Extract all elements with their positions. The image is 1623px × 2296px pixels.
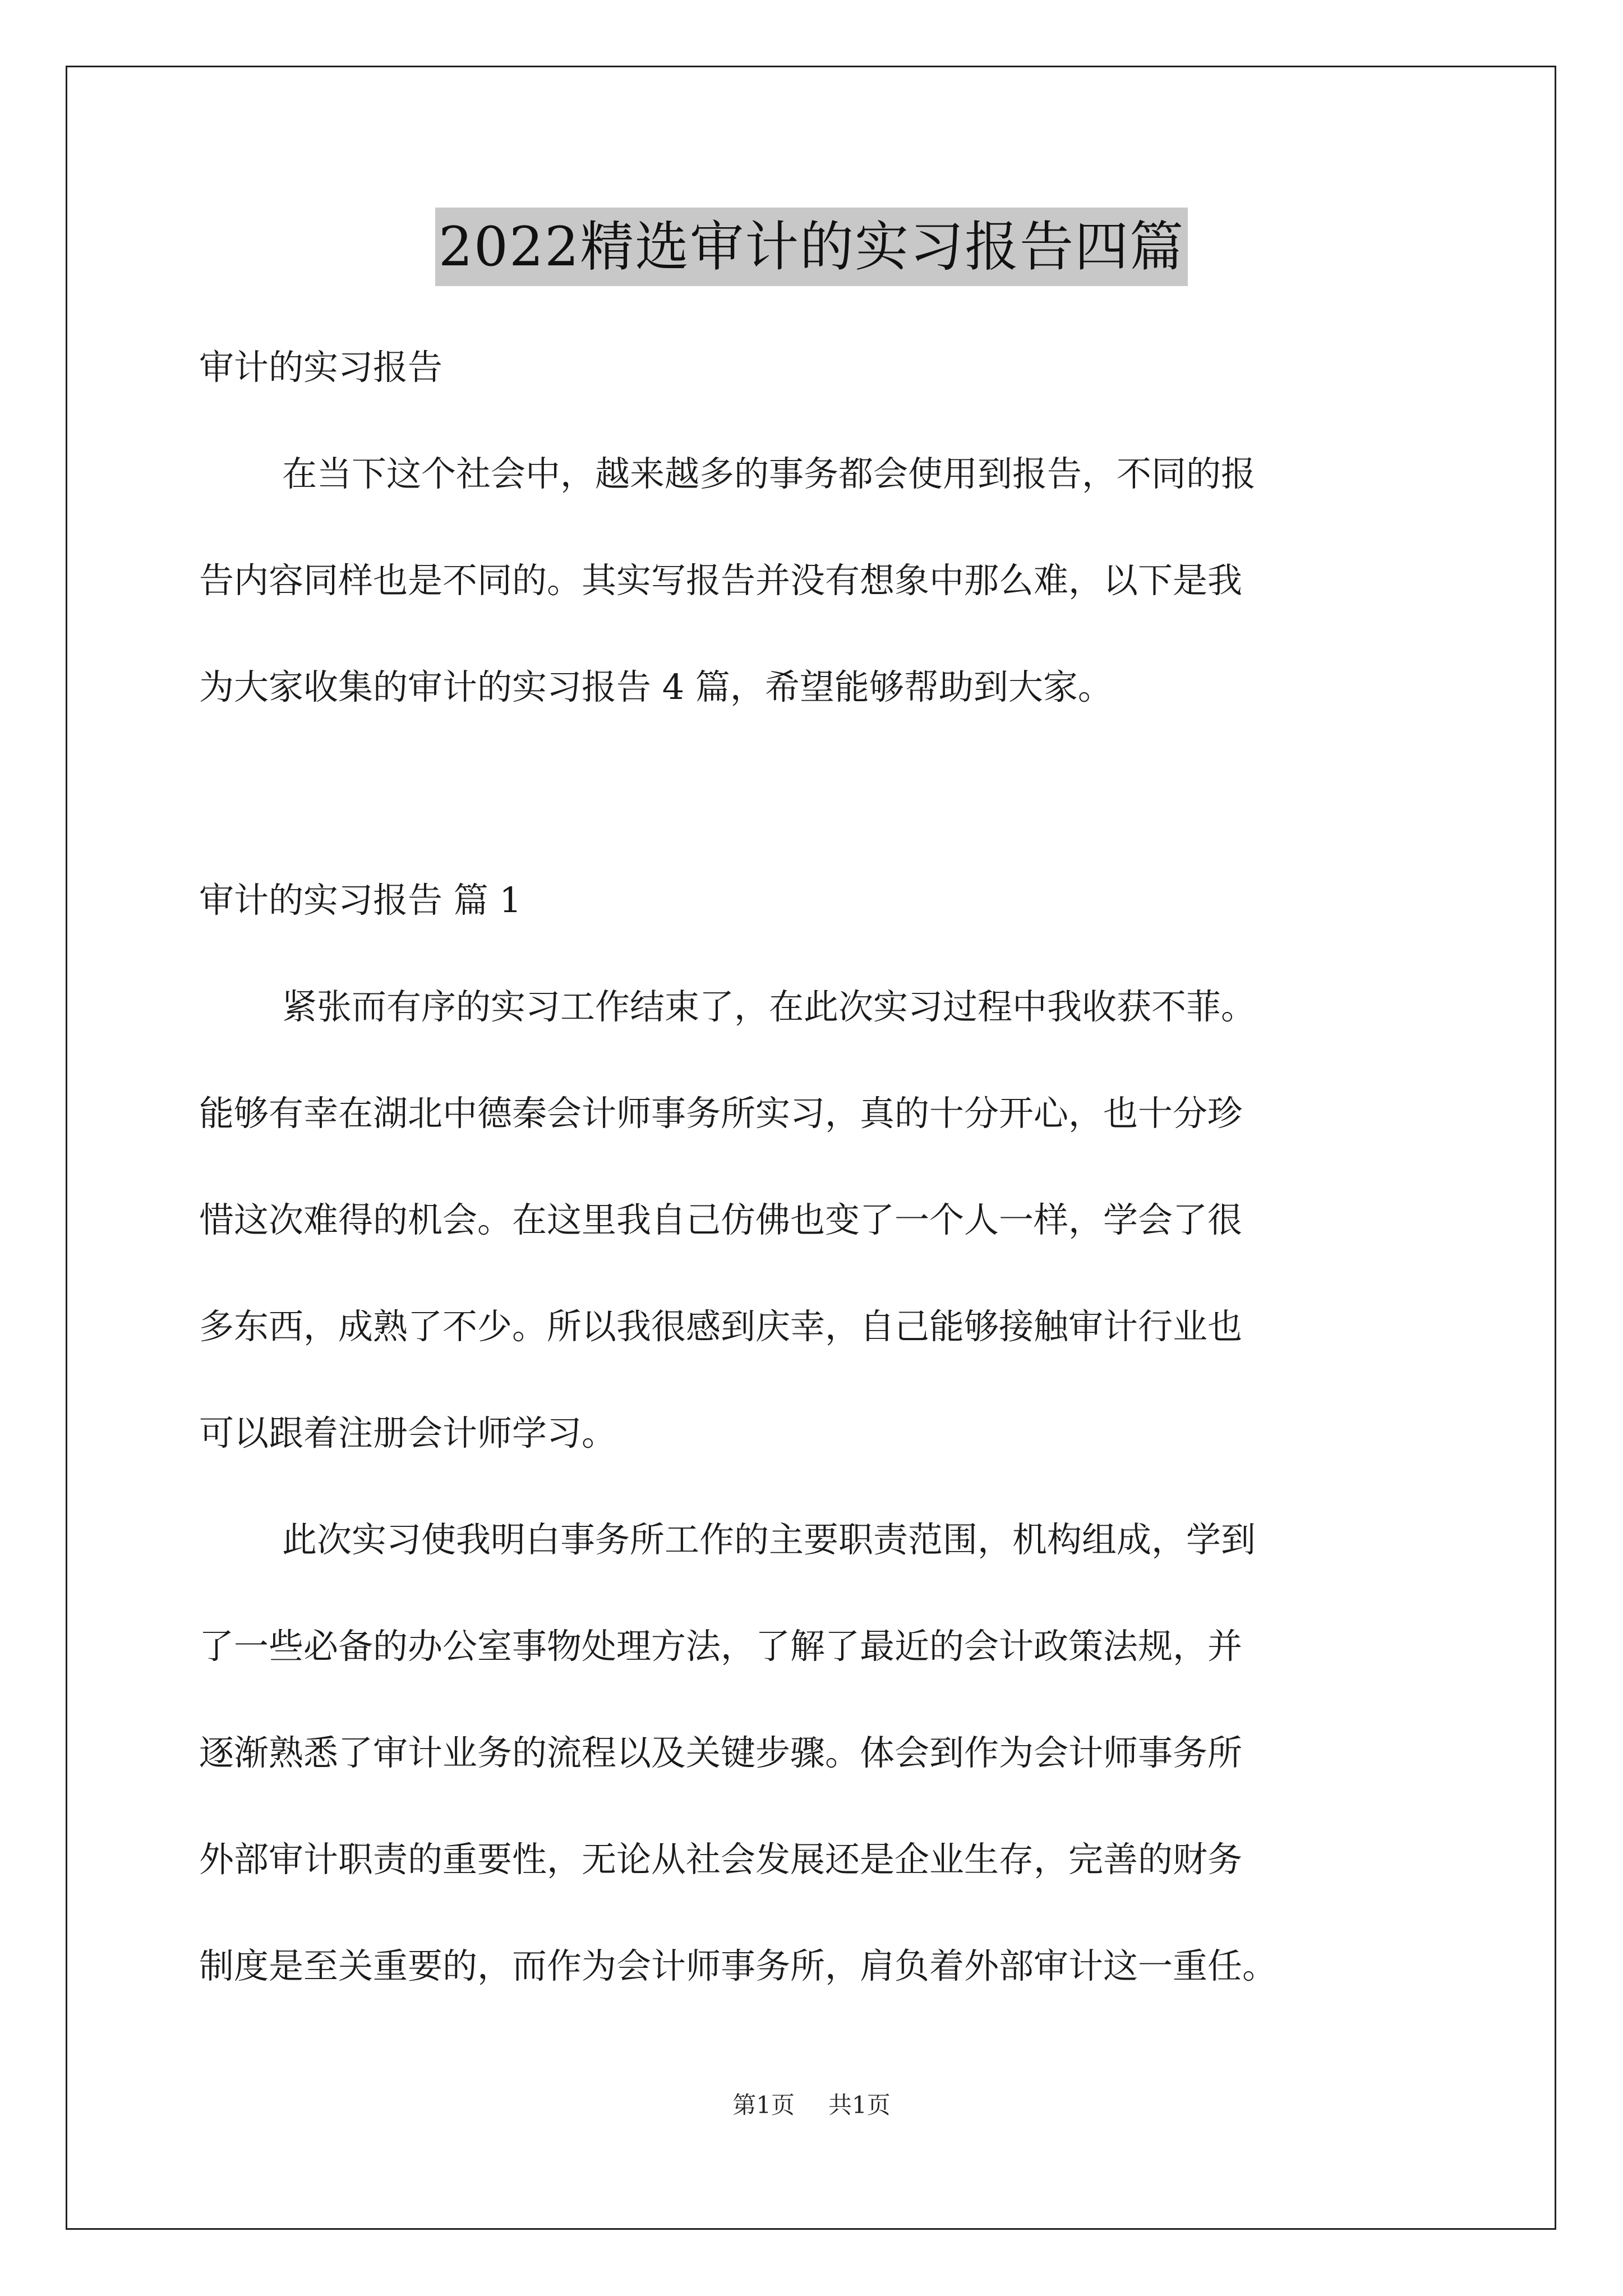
paragraph-line: 了一些必备的办公室事物处理方法，了解了最近的会计政策法规，并 bbox=[199, 1626, 1243, 1667]
paragraph-line: 制度是至关重要的，而作为会计师事务所，肩负着外部审计这一重任。 bbox=[199, 1945, 1278, 1986]
paragraph-line: 多东西，成熟了不少。所以我很感到庆幸，自己能够接触审计行业也 bbox=[199, 1306, 1243, 1347]
intro-line: 在当下这个社会中，越来越多的事务都会使用到报告，不同的报 bbox=[282, 453, 1256, 494]
paragraph-line: 惜这次难得的机会。在这里我自己仿佛也变了一个人一样，学会了很 bbox=[199, 1199, 1243, 1240]
paragraph-line: 紧张而有序的实习工作结束了，在此次实习过程中我收获不菲。 bbox=[282, 986, 1256, 1027]
article-heading: 审计的实习报告 篇 1 bbox=[199, 880, 522, 921]
document-body bbox=[199, 314, 1433, 2019]
intro-line: 告内容同样也是不同的。其实写报告并没有想象中那么难，以下是我 bbox=[199, 560, 1243, 601]
section-heading: 审计的实习报告 bbox=[199, 347, 443, 388]
paragraph-line: 逐渐熟悉了审计业务的流程以及关键步骤。体会到作为会计师事务所 bbox=[199, 1732, 1243, 1773]
page-number: 第1页 bbox=[732, 2091, 795, 2119]
paragraph-line: 外部审计职责的重要性，无论从社会发展还是企业生存，完善的财务 bbox=[199, 1839, 1243, 1880]
paragraph-line: 此次实习使我明白事务所工作的主要职责范围，机构组成，学到 bbox=[282, 1519, 1256, 1560]
page-footer bbox=[0, 2087, 1623, 2120]
page-total: 共1页 bbox=[828, 2091, 891, 2119]
spacer bbox=[199, 740, 1433, 847]
document-title: 2022精选审计的实习报告四篇 bbox=[435, 208, 1188, 286]
paragraph-line: 可以跟着注册会计师学习。 bbox=[199, 1412, 617, 1453]
paragraph-line: 能够有幸在湖北中德秦会计师事务所实习，真的十分开心，也十分珍 bbox=[199, 1093, 1243, 1134]
intro-line: 为大家收集的审计的实习报告 4 篇，希望能够帮助到大家。 bbox=[199, 666, 1113, 707]
title-container bbox=[0, 208, 1623, 286]
